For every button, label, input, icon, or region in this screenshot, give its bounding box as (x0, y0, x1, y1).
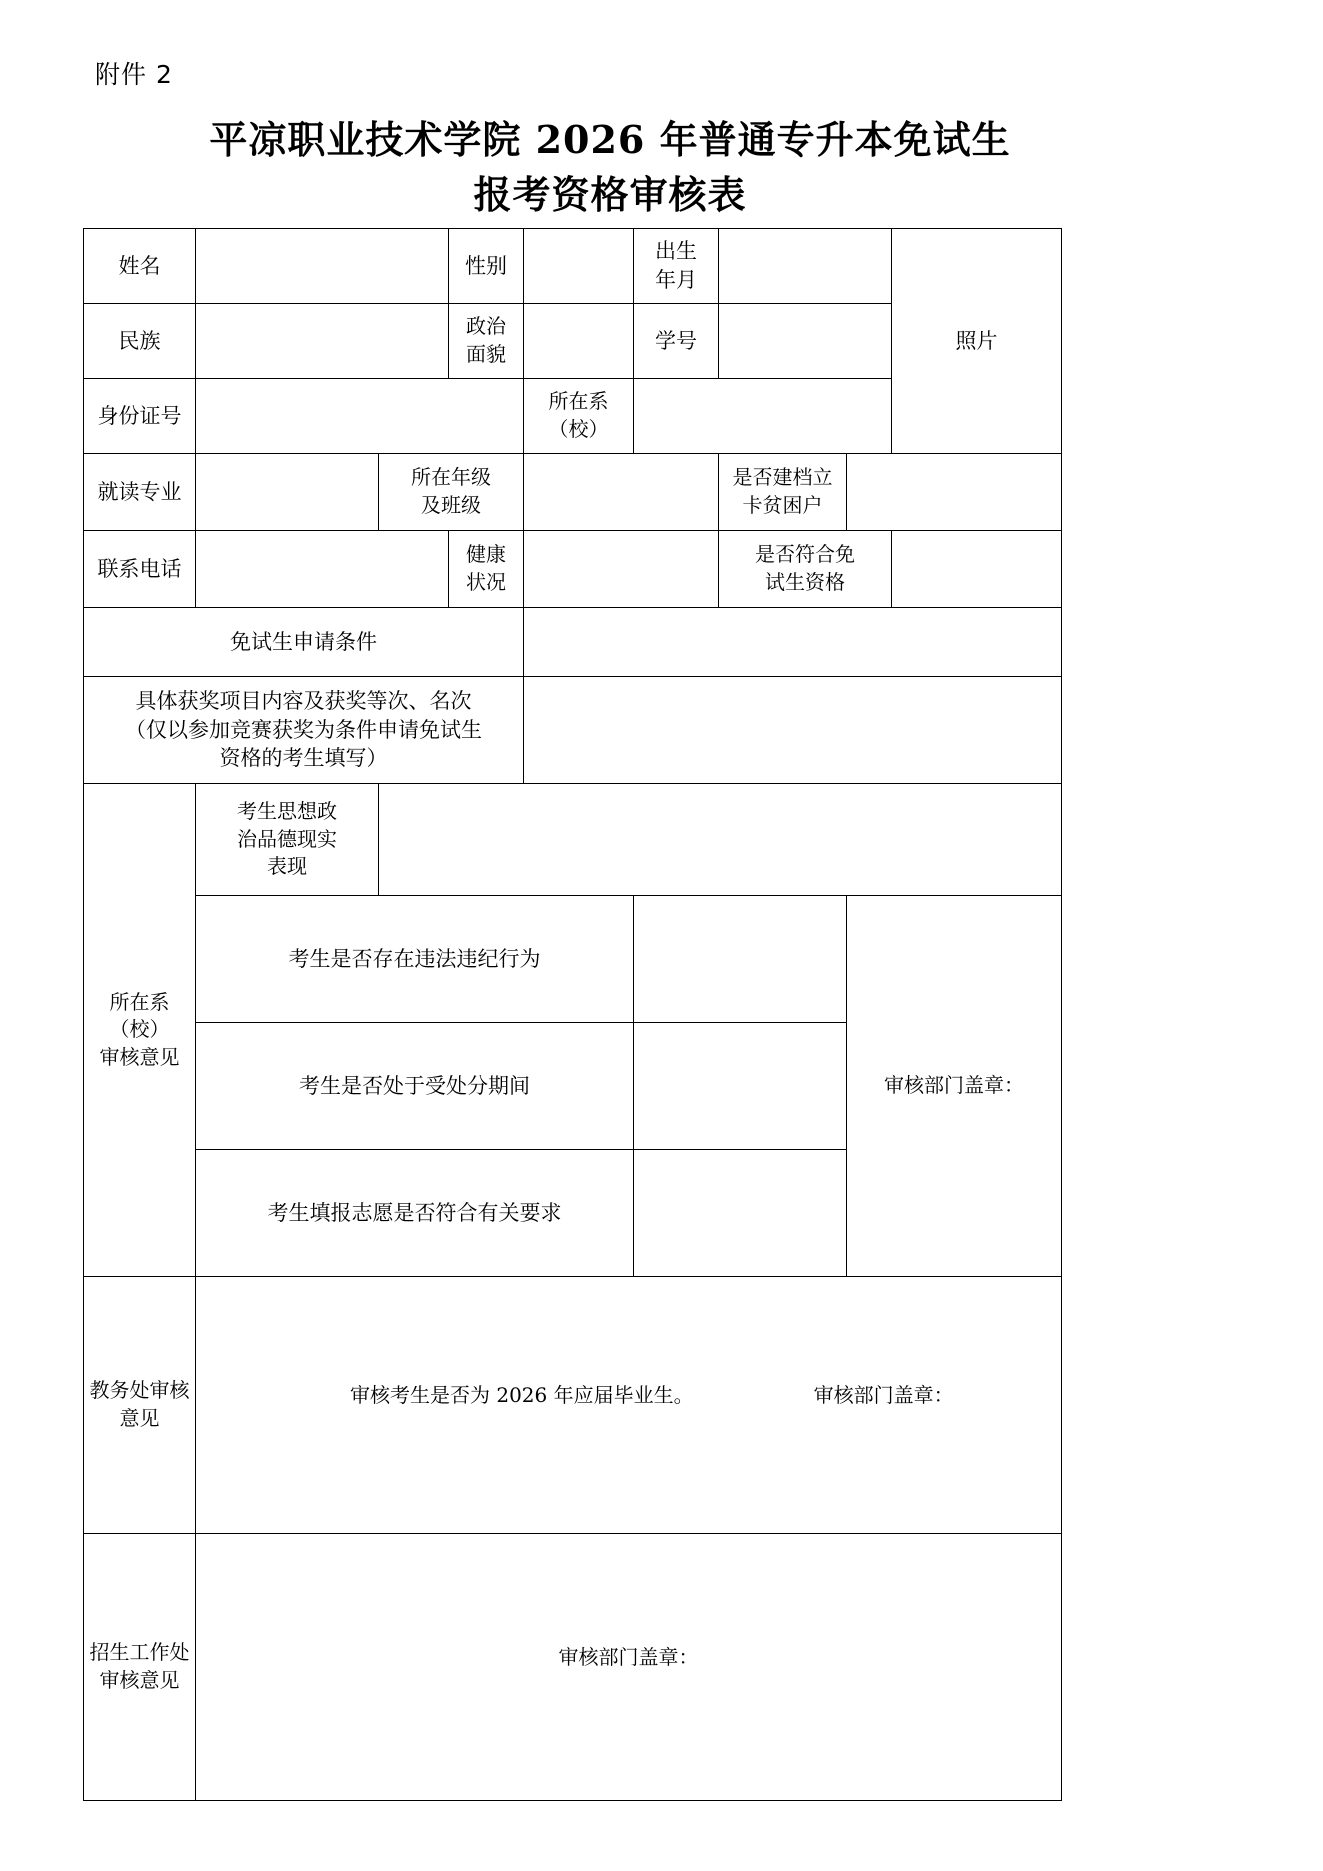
field-admissions-review[interactable] (196, 1534, 1062, 1801)
label-political-status-line1: 政治 (466, 314, 506, 339)
label-poverty-household (719, 454, 847, 531)
field-exemption-eligibility[interactable] (892, 531, 1062, 608)
label-exemption-eligibility-line2: 试生资格 (765, 570, 845, 594)
label-application-condition: 免试生申请条件 (84, 608, 524, 677)
table-row (84, 896, 1062, 1023)
label-gender: 性别 (449, 229, 524, 304)
table-row (84, 608, 1062, 677)
table-row (84, 1534, 1062, 1801)
table-row (84, 454, 1062, 531)
label-moral-performance-line2: 治品德现实 (237, 826, 337, 851)
table-row (84, 784, 1062, 896)
field-political-status[interactable] (524, 304, 634, 379)
field-ethnicity[interactable] (196, 304, 449, 379)
field-department[interactable] (634, 379, 892, 454)
label-admissions-review (84, 1534, 196, 1801)
field-major[interactable] (196, 454, 379, 531)
label-moral-performance-line1: 考生思想政 (237, 799, 337, 824)
label-birth-date-line2: 年月 (655, 268, 697, 292)
field-under-punishment[interactable] (634, 1023, 847, 1150)
label-grade-class (379, 454, 524, 531)
admissions-review-seal-label: 审核部门盖章： (558, 1645, 699, 1670)
field-discipline-violation[interactable] (634, 896, 847, 1023)
table-row (84, 1277, 1062, 1534)
table-row (84, 677, 1062, 784)
field-id-card[interactable] (196, 379, 524, 454)
label-department-review-line2: 审核意见 (99, 1044, 180, 1069)
label-department-review-line1: 所在系（校） (109, 989, 170, 1042)
label-poverty-household-line2: 卡贫困户 (742, 493, 823, 517)
field-award-details[interactable] (524, 677, 1062, 784)
label-application-requirement: 考生填报志愿是否符合有关要求 (196, 1150, 634, 1277)
label-poverty-household-line1: 是否建档立 (732, 465, 833, 490)
title-line-2: 报考资格审核表 (473, 172, 747, 218)
table-row (84, 531, 1062, 608)
label-name: 姓名 (84, 229, 196, 304)
department-review-seal[interactable] (847, 896, 1062, 1277)
field-student-id[interactable] (719, 304, 892, 379)
label-academic-affairs-review-line1: 教务处审核 (89, 1378, 190, 1403)
field-application-requirement[interactable] (634, 1150, 847, 1277)
label-phone: 联系电话 (84, 531, 196, 608)
label-student-id: 学号 (634, 304, 719, 379)
label-political-status-line2: 面貌 (466, 342, 506, 366)
label-grade-class-line1: 所在年级 (411, 465, 491, 490)
label-health-status-line1: 健康 (466, 542, 506, 567)
page-title (110, 112, 1110, 222)
label-moral-performance (196, 784, 379, 896)
field-poverty-household[interactable] (847, 454, 1062, 531)
label-award-details (84, 677, 524, 784)
label-department (524, 379, 634, 454)
label-award-details-line1: 具体获奖项目内容及获奖等次、名次 (135, 688, 472, 713)
label-grade-class-line2: 及班级 (421, 493, 481, 517)
label-political-status (449, 304, 524, 379)
label-academic-affairs-review-line2: 意见 (119, 1406, 160, 1430)
label-admissions-review-line2: 审核意见 (99, 1668, 180, 1692)
label-ethnicity: 民族 (84, 304, 196, 379)
photo-placeholder[interactable]: 照片 (892, 229, 1062, 454)
field-academic-affairs-review[interactable] (196, 1277, 1062, 1534)
attachment-label: 附件 2 (95, 60, 173, 89)
field-birth-date[interactable] (719, 229, 892, 304)
label-exemption-eligibility-line1: 是否符合免 (755, 542, 855, 567)
label-health-status-line2: 状况 (466, 570, 506, 594)
label-discipline-violation: 考生是否存在违法违纪行为 (196, 896, 634, 1023)
department-review-seal-label: 审核部门盖章： (884, 1073, 1024, 1098)
academic-affairs-review-seal-label: 审核部门盖章： (813, 1383, 954, 1408)
academic-affairs-review-note: 审核考生是否为 2026 年应届毕业生。 (350, 1383, 694, 1408)
label-admissions-review-line1: 招生工作处 (89, 1640, 190, 1665)
field-application-condition[interactable] (524, 608, 1062, 677)
label-health-status (449, 531, 524, 608)
label-department-line1: 所在系 (548, 389, 609, 414)
label-department-review (84, 784, 196, 1277)
field-name[interactable] (196, 229, 449, 304)
title-line-1: 平凉职业技术学院 2026 年普通专升本免试生 (209, 117, 1011, 162)
label-award-details-line2: （仅以参加竞赛获奖为条件申请免试生 (125, 717, 482, 742)
label-birth-date (634, 229, 719, 304)
field-grade-class[interactable] (524, 454, 719, 531)
field-gender[interactable] (524, 229, 634, 304)
label-id-card: 身份证号 (84, 379, 196, 454)
label-major: 就读专业 (84, 454, 196, 531)
label-exemption-eligibility (719, 531, 892, 608)
label-award-details-line3: 资格的考生填写） (219, 746, 388, 771)
field-health-status[interactable] (524, 531, 719, 608)
label-under-punishment: 考生是否处于受处分期间 (196, 1023, 634, 1150)
table-row (84, 229, 1062, 304)
label-academic-affairs-review (84, 1277, 196, 1534)
label-moral-performance-line3: 表现 (267, 854, 307, 879)
field-phone[interactable] (196, 531, 449, 608)
qualification-review-form (83, 228, 1062, 1801)
field-moral-performance[interactable] (379, 784, 1062, 896)
label-birth-date-line1: 出生 (655, 239, 697, 264)
label-department-line2: （校） (548, 417, 609, 441)
